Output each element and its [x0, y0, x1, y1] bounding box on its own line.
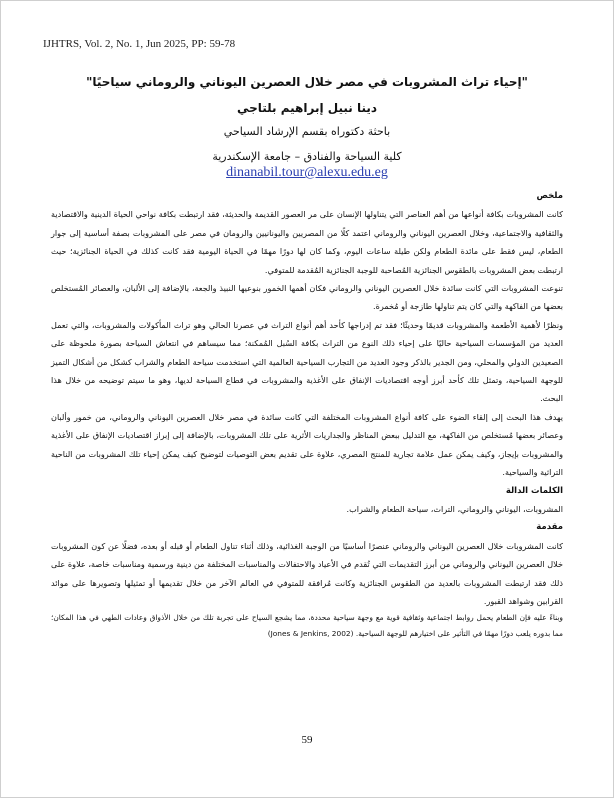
- abstract-paragraph-3: ونظرًا لأهمية الأطعمة والمشروبات قديمًا وحديثًا؛ فقد تم إدراجها كأحد أهم أنواع التراث في عصرنا الحالي وهو تراث المأكولات والمشروبات، والتي تعمل العديد من المؤسسات السياحية حاليًا على إحياء ذلك النوع من التراث بكافة السُبل المُمكنة؛ مما سيساهم في انتعاش السياحة بصورة ملحوظة على الصعيدين الدولي والمحلي، ومن الجدير بالذكر وجود العديد من التجارب السياحية العالمية التي استخدمت سياحة الطعام والشراب كشكل من أشكال التميز للوجهة السياحية، وتمثل تلك كأحد أبرز أوجه اقتصاديات الإنفاق على الأغذية والمشروبات في قطاع السياحة لديها، وهو ما سيتم توضيحه من خلال هذا البحث.: [51, 319, 563, 404]
- abstract-paragraph-4: يهدف هذا البحث إلى إلقاء الضوء على كافة أنواع المشروبات المختلفة التي كانت سائدة في مصر خلال العصرين اليوناني والروماني، من خمور وألبان وعصائر بعضها مُستخلص من الفاكهة، مع التدليل ببعض المناظر والجداريات الأثرية على تلك المشروبات، بالإضافة إلى إبراز اقتصاديات الإنفاق على الأغذية والمشروبات بإيجاز، وكيف يمكن عمل علامة تجارية للمنتج المصري، علاوة على تقديم بعض التوصيات لتوضيح كيف يمكن إحياء تلك المشروبات من الناحية التراثية والسياحية.: [51, 411, 563, 478]
- keywords-heading: الكلمات الدالة: [505, 485, 563, 496]
- page-number: 59: [301, 734, 313, 746]
- keywords-text: المشروبات، اليوناني والروماني، التراث، سياحة الطعام والشراب.: [346, 503, 563, 514]
- intro-paragraph-1: كانت المشروبات خلال العصرين اليوناني والروماني عنصرًا أساسيًا من الوجبة الغذائية، وذلك أثناء تناول الطعام أو قبله أو بعده، فضلًا عن كون المشروبات خلال العصرين اليوناني والروماني من أبرز التقديمات التي تُقدم في الأعياد والاحتفالات والمناسبات المختلفة من دينية ورسمية ومناسبات خاصة، علاوة على ذلك فقد ارتبطت المشروبات بالعديد من الطقوس الجنائزية وكانت مُرافقة للمتوفي في العالم الآخر من خلال تقديمها أو تمثيلها وتصويرها على موائد القرابين وشواهد القبور.: [51, 540, 563, 606]
- paper-body: [51, 187, 563, 642]
- abstract-paragraph-2: تنوعت المشروبات التي كانت سائدة خلال العصرين اليوناني والروماني فكان أهمها الخمور بنوعيها النبيذ والجعة، بالإضافة إلى الألبان، والعصائر المُستخلص بعضها من الفاكهة والتي كان يتم تناولها طازجة أو مُخمرة.: [51, 283, 563, 312]
- paper-title: "إحياء تراث المشروبات في مصر خلال العصرين اليوناني والروماني سياحيًا": [86, 75, 528, 89]
- author-email-link[interactable]: dinanabil.tour@alexu.edu.eg: [226, 165, 388, 180]
- author-affiliation-faculty: كلية السياحة والفنادق – جامعة الإسكندرية: [212, 150, 402, 163]
- author-affiliation-department: باحثة دكتوراه بقسم الإرشاد السياحي: [223, 125, 391, 138]
- journal-header: IJHTRS, Vol. 2, No. 1, Jun 2025, PP: 59-78: [43, 38, 236, 50]
- intro-paragraph-2: وبناءً عليه فإن الطعام يحمل روابط اجتماعية وثقافية قوية مع وجهة سياحية محددة، مما يشجع السياح على تجربة تلك من خلال الأذواق وعادات الطهي في هذا المكان؛ مما بدوره يلعب دورًا مهمًا في التأثير على اختيارهم للوجهة السياحية. (Jones & Jenkins, 2002): [51, 613, 563, 639]
- abstract-heading: ملخص: [536, 191, 563, 201]
- abstract-paragraph-1: كانت المشروبات بكافة أنواعها من أهم العناصر التي يتناولها الإنسان على مر العصور القديمة والحديثة، فقد ارتبطت بكافة نواحي الحياة الدينية والاقتصادية والثقافية والاجتماعية، وخلال العصرين اليوناني والروماني اعتمد كلًا من المصريين واليونانيين والرومان في مصر على المشروبات بصفة أساسية إلى جوار الطعام، ليس فقط على مائدة الطعام ولكن طيلة ساعات اليوم، وكما كان لها دورًا مهمًا في الحياة اليومية فقد كانت كذلك في الحياة الجنائزية؛ حيث ارتبطت بعض المشروبات بالطقوس الجنائزية المُصاحبة للوجبة الجنائزية المُقدمة للمتوفي.: [51, 209, 563, 275]
- intro-heading: مقدمة: [536, 522, 563, 533]
- author-name: دينا نبيل إبراهيم بلتاجي: [236, 101, 378, 115]
